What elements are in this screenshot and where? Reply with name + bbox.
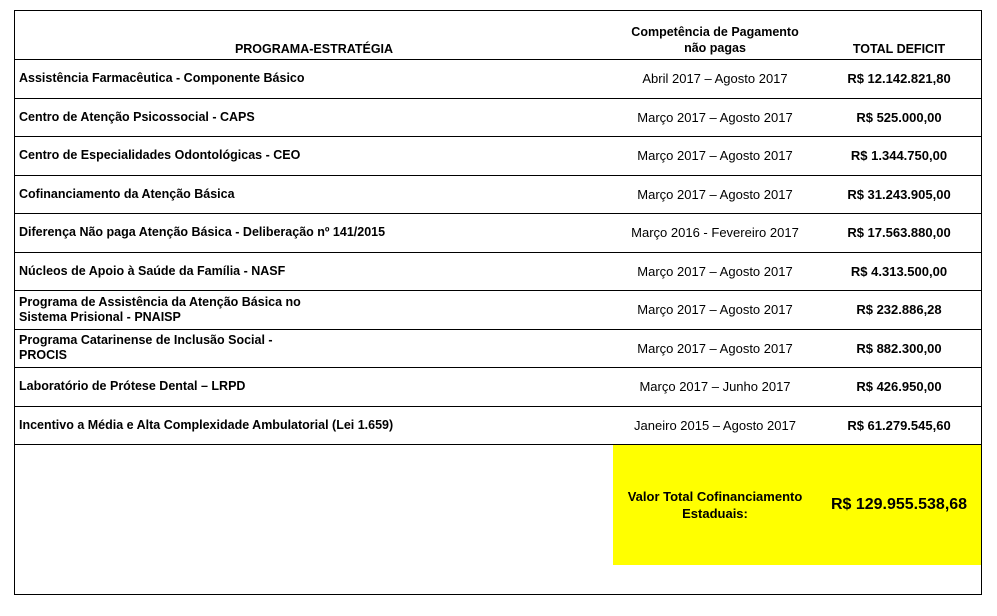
row-total: R$ 426.950,00 xyxy=(817,368,981,407)
header-total: TOTAL DEFICIT xyxy=(817,11,981,60)
row-program xyxy=(15,329,613,368)
row-program: Centro de Especialidades Odontológicas - CEO xyxy=(15,137,613,176)
row-total: R$ 232.886,28 xyxy=(817,291,981,330)
row-competence: Março 2017 – Agosto 2017 xyxy=(613,98,817,137)
row-program: Incentivo a Média e Alta Complexidade Ambulatorial (Lei 1.659) xyxy=(15,406,613,445)
summary-label xyxy=(613,445,817,566)
table-header xyxy=(15,11,981,60)
row-competence: Março 2017 – Agosto 2017 xyxy=(613,252,817,291)
summary-label-line2: Estaduais: xyxy=(682,506,748,521)
table-row xyxy=(15,406,981,445)
row-total: R$ 525.000,00 xyxy=(817,98,981,137)
row-total: R$ 61.279.545,60 xyxy=(817,406,981,445)
table-row xyxy=(15,137,981,176)
header-program: PROGRAMA-ESTRATÉGIA xyxy=(15,11,613,60)
row-total: R$ 1.344.750,00 xyxy=(817,137,981,176)
summary-value: R$ 129.955.538,68 xyxy=(817,445,981,566)
row-competence: Março 2017 – Junho 2017 xyxy=(613,368,817,407)
table-row xyxy=(15,329,981,368)
header-competence-line2: não pagas xyxy=(684,41,746,55)
summary-label-line1: Valor Total Cofinanciamento xyxy=(627,489,803,504)
row-program: Cofinanciamento da Atenção Básica xyxy=(15,175,613,214)
table-row xyxy=(15,175,981,214)
row-program-line2: Sistema Prisional - PNAISP xyxy=(19,309,181,324)
row-competence: Janeiro 2015 – Agosto 2017 xyxy=(613,406,817,445)
deficit-table-frame xyxy=(14,10,982,595)
row-program: Centro de Atenção Psicossocial - CAPS xyxy=(15,98,613,137)
row-program-line2: PROCIS xyxy=(19,348,67,363)
row-program xyxy=(15,291,613,330)
row-competence: Março 2017 – Agosto 2017 xyxy=(613,329,817,368)
deficit-table xyxy=(15,11,981,565)
header-competence xyxy=(613,11,817,60)
row-total: R$ 17.563.880,00 xyxy=(817,214,981,253)
summary-empty-cell xyxy=(15,445,613,566)
row-program: Núcleos de Apoio à Saúde da Família - NASF xyxy=(15,252,613,291)
row-program: Laboratório de Prótese Dental – LRPD xyxy=(15,368,613,407)
row-program: Assistência Farmacêutica - Componente Básico xyxy=(15,60,613,99)
table-row xyxy=(15,368,981,407)
row-total: R$ 12.142.821,80 xyxy=(817,60,981,99)
row-program-line1: Programa Catarinense de Inclusão Social - xyxy=(19,333,273,348)
row-competence: Março 2017 – Agosto 2017 xyxy=(613,175,817,214)
table-row xyxy=(15,252,981,291)
row-total: R$ 4.313.500,00 xyxy=(817,252,981,291)
row-competence: Março 2017 – Agosto 2017 xyxy=(613,291,817,330)
table-row xyxy=(15,60,981,99)
row-program-line1: Programa de Assistência da Atenção Básica no xyxy=(19,294,301,309)
row-total: R$ 31.243.905,00 xyxy=(817,175,981,214)
header-competence-line1: Competência de Pagamento xyxy=(631,25,799,39)
row-competence: Março 2016 - Fevereiro 2017 xyxy=(613,214,817,253)
row-program: Diferença Não paga Atenção Básica - Deliberação nº 141/2015 xyxy=(15,214,613,253)
table-row xyxy=(15,98,981,137)
summary-row xyxy=(15,445,981,566)
table-row xyxy=(15,291,981,330)
row-competence: Abril 2017 – Agosto 2017 xyxy=(613,60,817,99)
row-competence: Março 2017 – Agosto 2017 xyxy=(613,137,817,176)
table-row xyxy=(15,214,981,253)
row-total: R$ 882.300,00 xyxy=(817,329,981,368)
